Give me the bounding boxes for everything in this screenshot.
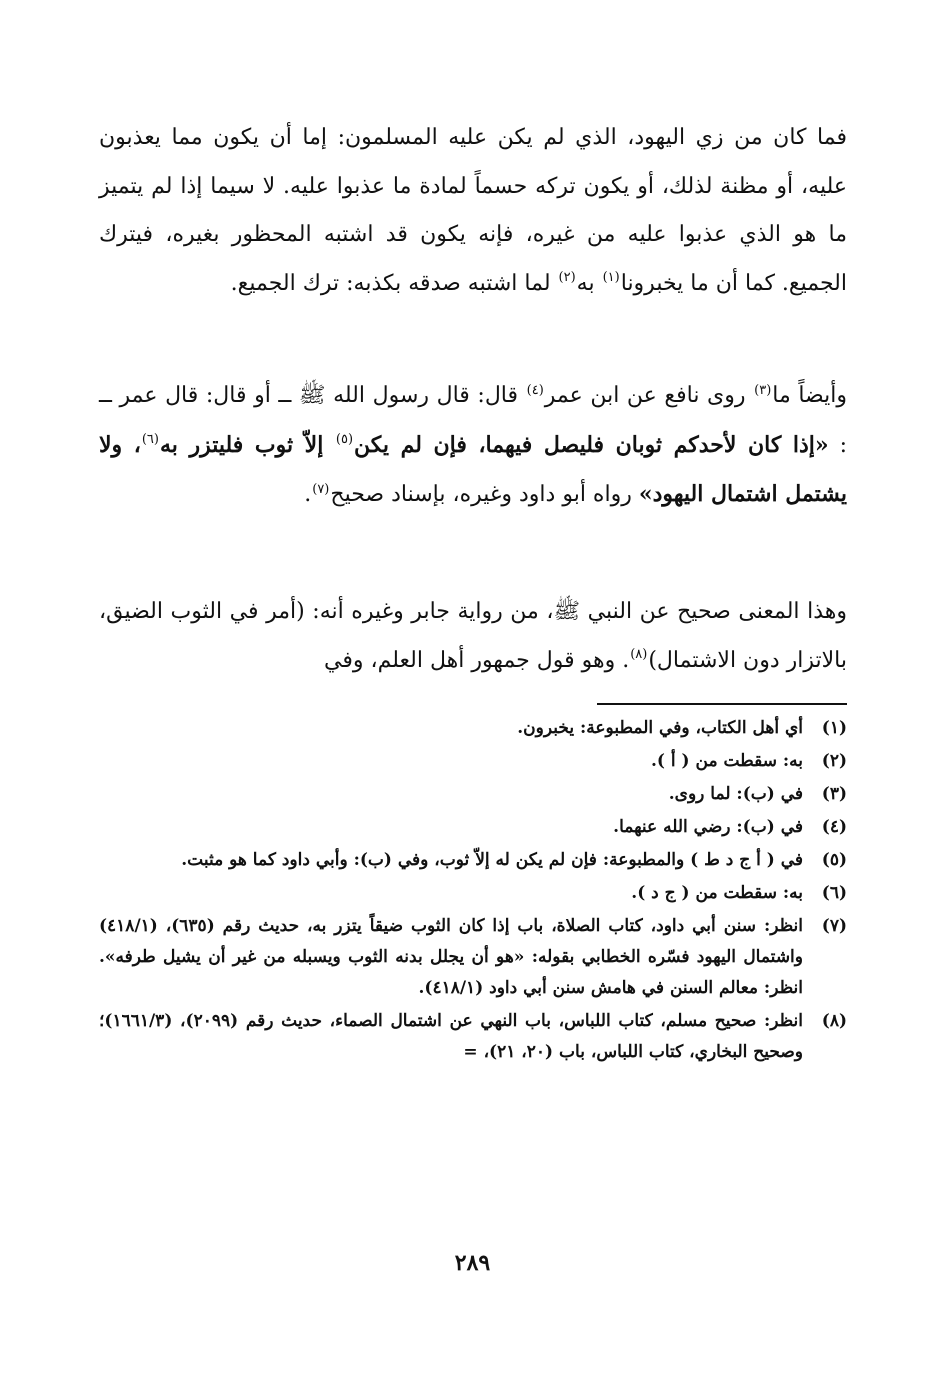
paragraph-2 (99, 372, 847, 520)
footnote-number: (١) (821, 718, 847, 738)
footnote-number: (٢) (821, 751, 847, 771)
paragraph-3-text-a: وهذا المعنى صحيح عن النبي ﷺ، من رواية جابر وغيره أنه: (أمر في الثوب الضيق، بالاتزار دون الاشتمال) (99, 599, 847, 673)
footnote-number: (٨) (821, 1011, 847, 1031)
footnote-item (99, 911, 847, 1004)
footnote-ref-1[interactable]: (١) (602, 270, 620, 286)
paragraph-2-text-b: روى نافع عن ابن عمر (544, 383, 754, 408)
footnote-ref-8[interactable]: (٨) (630, 647, 648, 663)
paragraph-1-text-b: به (576, 270, 602, 296)
footnote-number: (٦) (821, 883, 847, 903)
footnote-item (99, 779, 847, 810)
footnote-item (99, 713, 847, 744)
paragraph-2-text-c: قال: قال رسول الله ﷺ ــ أو قال: قال عمر ــ : (99, 383, 847, 458)
paragraph-3-text-b: . وهو قول جمهور أهل العلم، وفي (324, 647, 630, 673)
footnote-text: في (ب): لما روى. (668, 784, 803, 804)
footnote-ref-3[interactable]: (٣) (754, 382, 772, 398)
footnote-item (99, 878, 847, 909)
footnote-text: انظر: صحيح مسلم، كتاب اللباس، باب النهي عن اشتمال الصماء، حديث رقم (٢٠٩٩)، (١٦٦١/٣)؛ وصحيح البخاري، كتاب اللباس، باب (٢٠، ٢١)، = (99, 1011, 804, 1062)
footnote-divider (597, 703, 847, 705)
footnote-item (99, 746, 847, 777)
footnote-number: (٣) (821, 784, 847, 804)
paragraph-2-text-d: رواه أبو داود وغيره، بإسناد صحيح (330, 482, 639, 507)
hadith-text-1: «إذا كان لأحدكم ثوبان فليصل فيهما، فإن لم يكن (354, 431, 829, 458)
footnote-ref-6[interactable]: (٦) (141, 432, 159, 448)
footnote-text: في ( أ ج د ط ) والمطبوعة: فإن لم يكن له إلاّ ثوب، وفي (ب): وأبي داود كما هو مثبت. (181, 850, 803, 870)
paragraph-2-text-a: وأيضاً ما (772, 383, 847, 408)
footnotes (99, 713, 847, 1070)
paragraph-1-text-c: لما اشتبه صدقه بكذبه: ترك الجميع. (230, 270, 558, 296)
footnote-number: (٧) (821, 916, 847, 936)
footnote-ref-5[interactable]: (٥) (335, 432, 354, 448)
paragraph-1 (99, 114, 847, 308)
footnote-ref-2[interactable]: (٢) (558, 270, 576, 286)
hadith-text-3: ، ولا يشتمل اشتمال اليهود» (99, 431, 847, 507)
paragraph-3 (99, 588, 847, 685)
footnote-item (99, 1006, 847, 1068)
paragraph-1-text: فما كان من زي اليهود، الذي لم يكن عليه المسلمون: إما أن يكون مما يعذبون عليه، أو مظنة لذلك، أو يكون تركه حسماً لمادة ما عذبوا عليه. لا سيما إذا لم يتميز ما هو الذي عذبوا عليه من غيره، فإنه يكون قد اشتبه المحظور بغيره، فيترك الجميع. كما أن ما يخبرونا (99, 125, 847, 296)
footnote-text: في (ب): رضي الله عنهما. (613, 817, 803, 837)
footnote-number: (٤) (821, 817, 847, 837)
footnote-text: انظر: سنن أبي داود، كتاب الصلاة، باب إذا كان الثوب ضيقاً يتزر به، حديث رقم (٦٣٥)، (٤١٨/١) واشتمال اليهود فسّره الخطابي بقوله: «هو أن يجلل بدنه الثوب ويسبله من غير أن يشيل طرفه». انظر: معالم السنن في هامش سنن أبي داود (٤١٨/١). (99, 916, 803, 998)
footnote-item (99, 812, 847, 843)
footnote-number: (٥) (821, 850, 847, 870)
paragraph-2-text-e: . (304, 482, 312, 507)
footnote-ref-7[interactable]: (٧) (312, 481, 330, 497)
footnote-item (99, 845, 847, 876)
footnote-text: أي أهل الكتاب، وفي المطبوعة: يخبرون. (517, 718, 803, 738)
footnote-text: به: سقطت من ( أ ). (651, 751, 803, 771)
footnote-text: به: سقطت من ( ج د ). (631, 883, 803, 903)
footnote-ref-4[interactable]: (٤) (526, 382, 544, 398)
page-number: ٢٨٩ (454, 1250, 491, 1276)
hadith-text-2: إلاّ ثوب فليتزر به (159, 431, 335, 458)
